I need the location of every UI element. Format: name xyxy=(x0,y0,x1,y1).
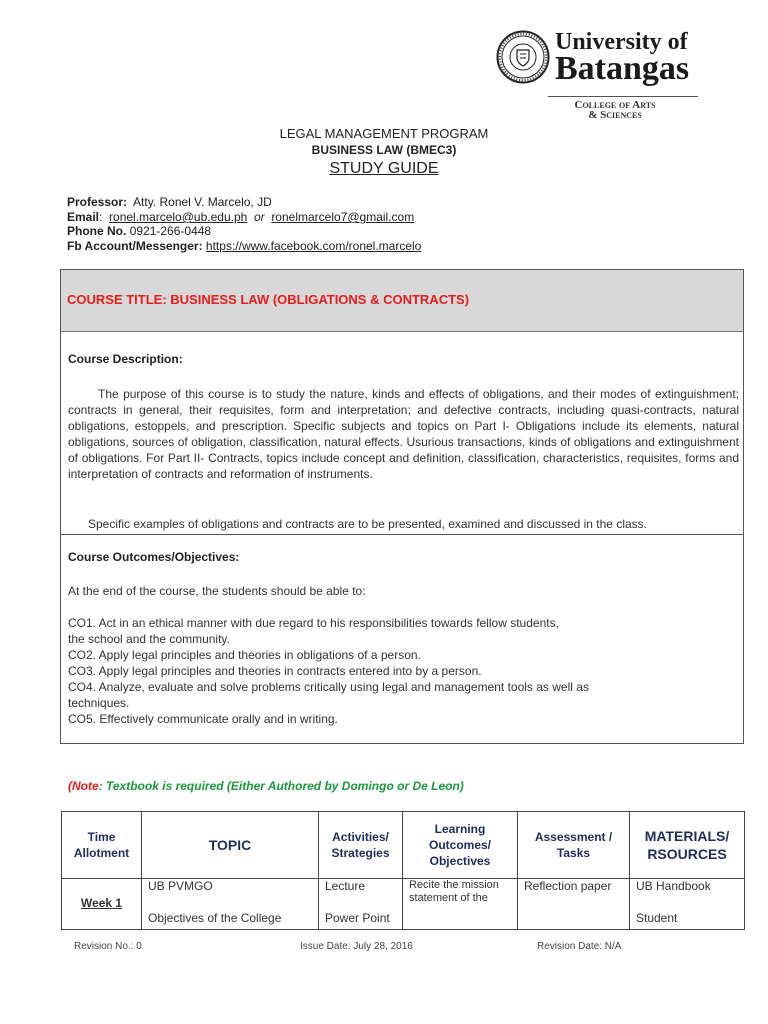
phone-line xyxy=(67,224,211,239)
phone-label: Phone No. xyxy=(67,224,127,238)
column-header-activities: Activities/ Strategies xyxy=(319,812,403,879)
textbook-note xyxy=(68,779,464,793)
cell-topic xyxy=(142,879,319,930)
course-outcome-line: CO4. Analyze, evaluate and solve problems critically using legal and management tools as well as xyxy=(68,680,589,694)
course-outcome-line: CO3. Apply legal principles and theories in contracts entered into by a person. xyxy=(68,664,482,678)
course-description-note: Specific examples of obligations and contracts are to be presented, examined and discussed in the class. xyxy=(88,517,647,531)
cell-learning xyxy=(403,879,518,930)
course-outcome-line: techniques. xyxy=(68,696,130,710)
course-code: BUSINESS LAW (BMEC3) xyxy=(311,143,457,157)
logo-university-line2: Batangas xyxy=(555,50,690,87)
logo-college-line1: College of Arts xyxy=(574,99,656,111)
course-info-box xyxy=(60,269,744,744)
table-header-row xyxy=(62,812,745,879)
topic-line: UB PVMGO xyxy=(148,879,213,893)
university-seal-icon xyxy=(496,30,550,84)
course-outcomes-intro: At the end of the course, the students should be able to: xyxy=(68,584,366,598)
cell-assessment xyxy=(518,879,630,930)
footer-revision-no: Revision No.: 0 xyxy=(74,941,142,952)
cell-time xyxy=(62,879,142,930)
email-link-primary[interactable]: ronel.marcelo@ub.edu.ph xyxy=(109,210,248,224)
facebook-link[interactable]: https://www.facebook.com/ronel.marcelo xyxy=(205,239,422,253)
topic-line: Objectives of the College xyxy=(148,911,282,925)
cell-activities xyxy=(319,879,403,930)
week-label: Week 1 xyxy=(80,896,123,910)
column-header-materials: MATERIALS/ RSOURCES xyxy=(630,812,745,879)
phone-number: 0921-266-0448 xyxy=(129,224,212,238)
course-outcome-line: CO1. Act in an ethical manner with due regard to his responsibilities towards fellow students, xyxy=(68,616,559,630)
logo-college-line2: & Sciences xyxy=(588,109,642,121)
facebook-label: Fb Account/Messenger: xyxy=(67,239,203,253)
learning-outcome-text: Recite the mission statement of the xyxy=(409,879,499,904)
footer-issue-date: Issue Date: July 28, 2016 xyxy=(300,941,413,952)
activity-line: Lecture xyxy=(325,879,366,893)
course-description-paragraph: The purpose of this course is to study the nature, kinds and effects of obligations, and their modes of extinguishment; contracts in general, their requisites, form and interpretation; and defective contracts, including quasi-contracts, natural obligations, estoppels, and prescription. Specific subjects and topics on Part I- Obligations include its elements, natural obligations, sources of obligation, classification, natural effects. Usurious transactions, kinds of obligations and extinguishment of obligations. For Part II- Contracts, topics include concept and definition, classification, characteristics, requisites, forms and interpretation of contracts and reformation of instruments. xyxy=(68,387,739,481)
professor-line xyxy=(67,195,272,210)
course-description-heading: Course Description: xyxy=(68,352,183,366)
materials-line: UB Handbook xyxy=(636,879,711,893)
schedule-table xyxy=(61,811,745,930)
course-outcome-line: the school and the community. xyxy=(68,632,230,646)
note-text: : Textbook is required (Either Authored by Domingo or De Leon) xyxy=(98,779,464,793)
course-outcome-line: CO2. Apply legal principles and theories in obligations of a person. xyxy=(68,648,421,662)
document-title: STUDY GUIDE xyxy=(329,160,439,177)
activity-line: Power Point xyxy=(325,911,390,925)
note-label: Note xyxy=(72,779,99,793)
email-or: or xyxy=(253,210,265,224)
facebook-line xyxy=(67,239,421,254)
program-name: LEGAL MANAGEMENT PROGRAM xyxy=(279,126,489,141)
note-open-paren: ( xyxy=(68,779,72,793)
footer-revision-date: Revision Date: N/A xyxy=(537,941,622,952)
course-title: COURSE TITLE: BUSINESS LAW (OBLIGATIONS & CONTRACTS) xyxy=(67,292,470,307)
email-link-secondary[interactable]: ronelmarcelo7@gmail.com xyxy=(271,210,415,224)
table-row xyxy=(62,879,745,930)
column-header-learning: Learning Outcomes/ Objectives xyxy=(403,812,518,879)
column-header-assessment: Assessment / Tasks xyxy=(518,812,630,879)
professor-name: Atty. Ronel V. Marcelo, JD xyxy=(133,195,272,209)
course-title-band xyxy=(61,270,743,332)
email-label: Email xyxy=(67,210,100,224)
column-header-topic: TOPIC xyxy=(142,812,319,879)
course-outcomes-heading: Course Outcomes/Objectives: xyxy=(68,550,240,564)
cell-materials xyxy=(630,879,745,930)
column-header-time: Time Allotment xyxy=(62,812,142,879)
assessment-text: Reflection paper xyxy=(524,879,612,893)
logo-university-line1: University of xyxy=(555,29,688,55)
logo-divider xyxy=(548,96,698,97)
course-outcome-line: CO5. Effectively communicate orally and in writing. xyxy=(68,712,338,726)
professor-label: Professor: xyxy=(67,195,128,209)
logo-college-name xyxy=(555,100,675,120)
university-logo xyxy=(496,28,706,122)
email-line: Email: ronel.marcelo@ub.edu.ph or ronelmarcelo7@gmail.com xyxy=(67,210,415,224)
section-divider xyxy=(61,534,743,535)
materials-line: Student xyxy=(636,911,678,925)
